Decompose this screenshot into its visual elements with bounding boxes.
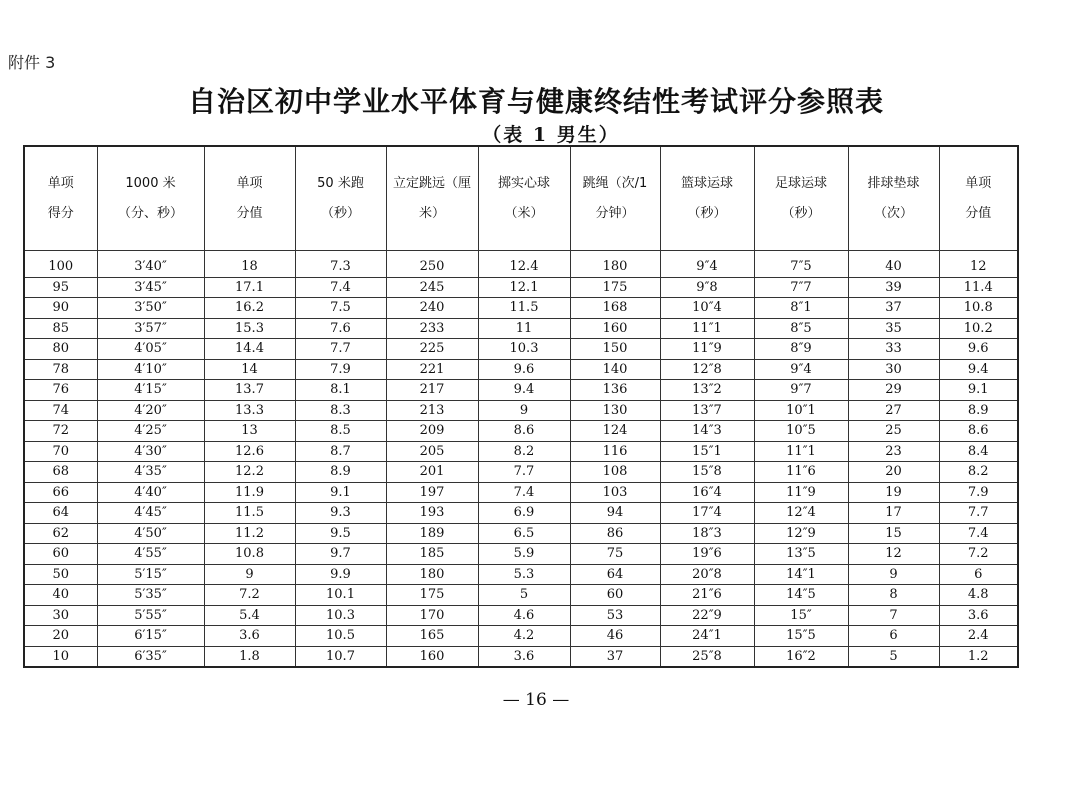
table-cell: 180 bbox=[386, 564, 478, 585]
table-cell: 4′30″ bbox=[97, 441, 204, 462]
table-cell: 5.3 bbox=[478, 564, 570, 585]
table-cell: 11.2 bbox=[204, 523, 295, 544]
table-cell: 90 bbox=[24, 298, 97, 319]
table-cell: 13 bbox=[204, 421, 295, 442]
table-cell: 7.7 bbox=[295, 339, 386, 360]
table-row bbox=[24, 441, 1018, 462]
table-cell: 9.4 bbox=[478, 380, 570, 401]
table-row bbox=[24, 339, 1018, 360]
table-cell: 11″1 bbox=[754, 441, 848, 462]
table-cell: 124 bbox=[570, 421, 660, 442]
table-cell: 8.5 bbox=[295, 421, 386, 442]
table-row bbox=[24, 482, 1018, 503]
header-line: 单项 bbox=[47, 175, 74, 191]
table-cell: 22″9 bbox=[660, 605, 754, 626]
table-row bbox=[24, 359, 1018, 380]
table-cell: 168 bbox=[570, 298, 660, 319]
table-cell: 10.8 bbox=[939, 298, 1018, 319]
table-cell: 9″7 bbox=[754, 380, 848, 401]
table-cell: 23 bbox=[848, 441, 939, 462]
table-cell: 15″ bbox=[754, 605, 848, 626]
document-title: 自治区初中学业水平体育与健康终结性考试评分参照表 bbox=[187, 85, 884, 118]
table-cell: 12 bbox=[939, 251, 1018, 278]
table-cell: 20 bbox=[24, 626, 97, 647]
table-row bbox=[24, 298, 1018, 319]
table-cell: 25 bbox=[848, 421, 939, 442]
run-1000m-header bbox=[97, 146, 204, 251]
table-cell: 4′50″ bbox=[97, 523, 204, 544]
table-cell: 27 bbox=[848, 400, 939, 421]
table-cell: 5 bbox=[848, 646, 939, 667]
table-cell: 25″8 bbox=[660, 646, 754, 667]
table-cell: 10″4 bbox=[660, 298, 754, 319]
table-row bbox=[24, 462, 1018, 483]
table-cell: 3′40″ bbox=[97, 251, 204, 278]
table-cell: 62 bbox=[24, 523, 97, 544]
table-cell: 20 bbox=[848, 462, 939, 483]
table-cell: 6 bbox=[939, 564, 1018, 585]
header-line: 分值 bbox=[236, 205, 263, 221]
table-cell: 10″1 bbox=[754, 400, 848, 421]
table-cell: 11″9 bbox=[660, 339, 754, 360]
table-cell: 7.5 bbox=[295, 298, 386, 319]
table-cell: 7.4 bbox=[939, 523, 1018, 544]
header-line: 足球运球 bbox=[774, 175, 827, 191]
attachment-label: 附件 3 bbox=[8, 53, 56, 72]
table-cell: 201 bbox=[386, 462, 478, 483]
table-cell: 221 bbox=[386, 359, 478, 380]
table-cell: 8″5 bbox=[754, 318, 848, 339]
table-cell: 11 bbox=[478, 318, 570, 339]
table-cell: 14.4 bbox=[204, 339, 295, 360]
header-line: 掷实心球 bbox=[497, 175, 550, 191]
table-cell: 8.2 bbox=[939, 462, 1018, 483]
score-reference-table bbox=[23, 145, 1019, 668]
table-cell: 7.4 bbox=[295, 277, 386, 298]
table-cell: 75 bbox=[570, 544, 660, 565]
table-cell: 10.7 bbox=[295, 646, 386, 667]
table-body bbox=[24, 251, 1018, 668]
table-cell: 8.6 bbox=[478, 421, 570, 442]
table-cell: 4.8 bbox=[939, 585, 1018, 606]
table-cell: 17″4 bbox=[660, 503, 754, 524]
table-cell: 6 bbox=[848, 626, 939, 647]
table-cell: 6.9 bbox=[478, 503, 570, 524]
table-row bbox=[24, 544, 1018, 565]
table-cell: 136 bbox=[570, 380, 660, 401]
table-cell: 9.7 bbox=[295, 544, 386, 565]
table-cell: 8.9 bbox=[939, 400, 1018, 421]
table-cell: 193 bbox=[386, 503, 478, 524]
table-cell: 197 bbox=[386, 482, 478, 503]
table-cell: 37 bbox=[848, 298, 939, 319]
table-cell: 16″4 bbox=[660, 482, 754, 503]
table-cell: 13″2 bbox=[660, 380, 754, 401]
table-cell: 78 bbox=[24, 359, 97, 380]
table-cell: 11″1 bbox=[660, 318, 754, 339]
table-cell: 3′50″ bbox=[97, 298, 204, 319]
table-cell: 35 bbox=[848, 318, 939, 339]
table-cell: 16″2 bbox=[754, 646, 848, 667]
table-cell: 86 bbox=[570, 523, 660, 544]
table-cell: 8″9 bbox=[754, 339, 848, 360]
table-cell: 10.2 bbox=[939, 318, 1018, 339]
table-cell: 12.2 bbox=[204, 462, 295, 483]
table-cell: 8 bbox=[848, 585, 939, 606]
table-row bbox=[24, 503, 1018, 524]
table-cell: 7.7 bbox=[939, 503, 1018, 524]
volleyball-bump-header bbox=[848, 146, 939, 251]
table-cell: 3′45″ bbox=[97, 277, 204, 298]
table-cell: 13.3 bbox=[204, 400, 295, 421]
table-cell: 5′15″ bbox=[97, 564, 204, 585]
table-cell: 175 bbox=[386, 585, 478, 606]
table-cell: 60 bbox=[24, 544, 97, 565]
table-row bbox=[24, 277, 1018, 298]
table-cell: 4.6 bbox=[478, 605, 570, 626]
table-cell: 4′35″ bbox=[97, 462, 204, 483]
table-cell: 40 bbox=[24, 585, 97, 606]
table-cell: 94 bbox=[570, 503, 660, 524]
table-cell: 150 bbox=[570, 339, 660, 360]
table-cell: 12 bbox=[848, 544, 939, 565]
table-cell: 53 bbox=[570, 605, 660, 626]
table-cell: 8″1 bbox=[754, 298, 848, 319]
table-row bbox=[24, 523, 1018, 544]
table-row bbox=[24, 626, 1018, 647]
header-line: 1000 米 bbox=[125, 175, 176, 191]
table-cell: 5′55″ bbox=[97, 605, 204, 626]
table-cell: 33 bbox=[848, 339, 939, 360]
header-line: 50 米跑 bbox=[317, 175, 364, 191]
table-cell: 74 bbox=[24, 400, 97, 421]
table-cell: 217 bbox=[386, 380, 478, 401]
table-cell: 9″4 bbox=[754, 359, 848, 380]
long-jump-header bbox=[386, 146, 478, 251]
table-cell: 4′15″ bbox=[97, 380, 204, 401]
table-cell: 213 bbox=[386, 400, 478, 421]
table-cell: 12.1 bbox=[478, 277, 570, 298]
table-cell: 5.4 bbox=[204, 605, 295, 626]
table-cell: 16.2 bbox=[204, 298, 295, 319]
table-row bbox=[24, 318, 1018, 339]
table-cell: 7.9 bbox=[295, 359, 386, 380]
table-cell: 4′45″ bbox=[97, 503, 204, 524]
table-cell: 12″4 bbox=[754, 503, 848, 524]
table-cell: 8.6 bbox=[939, 421, 1018, 442]
table-cell: 8.9 bbox=[295, 462, 386, 483]
table-cell: 7.7 bbox=[478, 462, 570, 483]
table-cell: 11″6 bbox=[754, 462, 848, 483]
table-cell: 250 bbox=[386, 251, 478, 278]
table-cell: 9.5 bbox=[295, 523, 386, 544]
table-row bbox=[24, 251, 1018, 278]
table-cell: 7″7 bbox=[754, 277, 848, 298]
table-cell: 11″9 bbox=[754, 482, 848, 503]
table-cell: 80 bbox=[24, 339, 97, 360]
table-cell: 9″8 bbox=[660, 277, 754, 298]
table-cell: 8.7 bbox=[295, 441, 386, 462]
table-cell: 12.4 bbox=[478, 251, 570, 278]
header-line: （米） bbox=[504, 205, 544, 221]
header-line: （秒） bbox=[320, 205, 360, 221]
table-cell: 18 bbox=[204, 251, 295, 278]
table-cell: 9.1 bbox=[295, 482, 386, 503]
table-cell: 10.3 bbox=[295, 605, 386, 626]
table-cell: 8.1 bbox=[295, 380, 386, 401]
table-row bbox=[24, 646, 1018, 667]
table-cell: 15″1 bbox=[660, 441, 754, 462]
table-cell: 14″1 bbox=[754, 564, 848, 585]
header-line: （分、秒） bbox=[117, 205, 183, 221]
table-cell: 20″8 bbox=[660, 564, 754, 585]
table-row bbox=[24, 605, 1018, 626]
table-cell: 15.3 bbox=[204, 318, 295, 339]
table-cell: 19 bbox=[848, 482, 939, 503]
table-cell: 15 bbox=[848, 523, 939, 544]
table-cell: 13″5 bbox=[754, 544, 848, 565]
table-cell: 39 bbox=[848, 277, 939, 298]
table-cell: 14″3 bbox=[660, 421, 754, 442]
table-cell: 100 bbox=[24, 251, 97, 278]
table-cell: 9.1 bbox=[939, 380, 1018, 401]
table-cell: 10.5 bbox=[295, 626, 386, 647]
table-cell: 70 bbox=[24, 441, 97, 462]
table-cell: 9.6 bbox=[478, 359, 570, 380]
table-cell: 4′25″ bbox=[97, 421, 204, 442]
table-cell: 140 bbox=[570, 359, 660, 380]
sprint-50m-header bbox=[295, 146, 386, 251]
table-cell: 180 bbox=[570, 251, 660, 278]
table-cell: 175 bbox=[570, 277, 660, 298]
table-cell: 37 bbox=[570, 646, 660, 667]
header-line: （秒） bbox=[687, 205, 727, 221]
table-cell: 21″6 bbox=[660, 585, 754, 606]
table-row bbox=[24, 585, 1018, 606]
jump-rope-header bbox=[570, 146, 660, 251]
table-cell: 13.7 bbox=[204, 380, 295, 401]
table-cell: 185 bbox=[386, 544, 478, 565]
table-cell: 66 bbox=[24, 482, 97, 503]
page-number: — 16 — bbox=[502, 690, 570, 710]
table-cell: 10.8 bbox=[204, 544, 295, 565]
table-cell: 225 bbox=[386, 339, 478, 360]
table-cell: 68 bbox=[24, 462, 97, 483]
table-cell: 10.1 bbox=[295, 585, 386, 606]
table-cell: 9.3 bbox=[295, 503, 386, 524]
table-cell: 160 bbox=[570, 318, 660, 339]
table-cell: 7.9 bbox=[939, 482, 1018, 503]
table-cell: 205 bbox=[386, 441, 478, 462]
header-line: 篮球运球 bbox=[680, 175, 733, 191]
football-dribble-header bbox=[754, 146, 848, 251]
table-cell: 10 bbox=[24, 646, 97, 667]
table-cell: 64 bbox=[570, 564, 660, 585]
header-line: 分值 bbox=[965, 205, 992, 221]
table-cell: 8.3 bbox=[295, 400, 386, 421]
table-cell: 10.3 bbox=[478, 339, 570, 360]
table-row bbox=[24, 421, 1018, 442]
table-cell: 108 bbox=[570, 462, 660, 483]
table-cell: 9 bbox=[848, 564, 939, 585]
header-line: 单项 bbox=[236, 175, 263, 191]
table-cell: 7.4 bbox=[478, 482, 570, 503]
table-cell: 116 bbox=[570, 441, 660, 462]
table-cell: 12″8 bbox=[660, 359, 754, 380]
header-line: 立定跳远（厘 bbox=[392, 175, 471, 191]
table-cell: 11.9 bbox=[204, 482, 295, 503]
table-cell: 245 bbox=[386, 277, 478, 298]
table-cell: 189 bbox=[386, 523, 478, 544]
table-cell: 6′15″ bbox=[97, 626, 204, 647]
table-cell: 9.9 bbox=[295, 564, 386, 585]
header-line: 得分 bbox=[47, 205, 74, 221]
table-cell: 24″1 bbox=[660, 626, 754, 647]
table-cell: 4′20″ bbox=[97, 400, 204, 421]
table-cell: 30 bbox=[24, 605, 97, 626]
header-line: 米） bbox=[418, 205, 445, 221]
table-cell: 15″8 bbox=[660, 462, 754, 483]
table-cell: 4.2 bbox=[478, 626, 570, 647]
table-cell: 9 bbox=[478, 400, 570, 421]
shot-put-header bbox=[478, 146, 570, 251]
table-cell: 11.5 bbox=[204, 503, 295, 524]
table-cell: 40 bbox=[848, 251, 939, 278]
table-cell: 3.6 bbox=[478, 646, 570, 667]
table-cell: 18″3 bbox=[660, 523, 754, 544]
table-cell: 7.2 bbox=[939, 544, 1018, 565]
header-line: 分钟） bbox=[595, 205, 635, 221]
table-cell: 5.9 bbox=[478, 544, 570, 565]
table-cell: 7.6 bbox=[295, 318, 386, 339]
table-cell: 6′35″ bbox=[97, 646, 204, 667]
header-line: 单项 bbox=[965, 175, 992, 191]
table-cell: 6.5 bbox=[478, 523, 570, 544]
table-cell: 5 bbox=[478, 585, 570, 606]
table-cell: 4′55″ bbox=[97, 544, 204, 565]
table-cell: 7.3 bbox=[295, 251, 386, 278]
table-cell: 3′57″ bbox=[97, 318, 204, 339]
table-cell: 1.8 bbox=[204, 646, 295, 667]
table-cell: 7″5 bbox=[754, 251, 848, 278]
table-cell: 13″7 bbox=[660, 400, 754, 421]
table-subtitle: （表 1 男生） bbox=[482, 124, 620, 146]
table-cell: 17.1 bbox=[204, 277, 295, 298]
table-cell: 10″5 bbox=[754, 421, 848, 442]
points-header bbox=[204, 146, 295, 251]
table-cell: 85 bbox=[24, 318, 97, 339]
table-cell: 130 bbox=[570, 400, 660, 421]
header-row bbox=[24, 146, 1018, 251]
table-cell: 30 bbox=[848, 359, 939, 380]
table-cell: 14 bbox=[204, 359, 295, 380]
table-cell: 8.4 bbox=[939, 441, 1018, 462]
table-cell: 17 bbox=[848, 503, 939, 524]
table-cell: 9″4 bbox=[660, 251, 754, 278]
table-cell: 7 bbox=[848, 605, 939, 626]
table-cell: 3.6 bbox=[204, 626, 295, 647]
table-cell: 5′35″ bbox=[97, 585, 204, 606]
table-cell: 46 bbox=[570, 626, 660, 647]
table-cell: 7.2 bbox=[204, 585, 295, 606]
points-header-2 bbox=[939, 146, 1018, 251]
table-cell: 160 bbox=[386, 646, 478, 667]
table-cell: 29 bbox=[848, 380, 939, 401]
table-cell: 64 bbox=[24, 503, 97, 524]
table-cell: 4′40″ bbox=[97, 482, 204, 503]
table-cell: 60 bbox=[570, 585, 660, 606]
table-cell: 72 bbox=[24, 421, 97, 442]
table-cell: 1.2 bbox=[939, 646, 1018, 667]
table-cell: 103 bbox=[570, 482, 660, 503]
table-cell: 233 bbox=[386, 318, 478, 339]
table-cell: 4′10″ bbox=[97, 359, 204, 380]
table-cell: 11.4 bbox=[939, 277, 1018, 298]
table-cell: 9.6 bbox=[939, 339, 1018, 360]
table-cell: 9 bbox=[204, 564, 295, 585]
table-row bbox=[24, 400, 1018, 421]
table-cell: 12″9 bbox=[754, 523, 848, 544]
table-cell: 9.4 bbox=[939, 359, 1018, 380]
table-cell: 14″5 bbox=[754, 585, 848, 606]
header-line: （秒） bbox=[781, 205, 821, 221]
table-cell: 3.6 bbox=[939, 605, 1018, 626]
table-cell: 4′05″ bbox=[97, 339, 204, 360]
table-cell: 15″5 bbox=[754, 626, 848, 647]
table-cell: 8.2 bbox=[478, 441, 570, 462]
table-cell: 19″6 bbox=[660, 544, 754, 565]
table-cell: 240 bbox=[386, 298, 478, 319]
table-cell: 165 bbox=[386, 626, 478, 647]
table-cell: 76 bbox=[24, 380, 97, 401]
basketball-dribble-header bbox=[660, 146, 754, 251]
table-row bbox=[24, 380, 1018, 401]
table-cell: 50 bbox=[24, 564, 97, 585]
score-header bbox=[24, 146, 97, 251]
table-cell: 12.6 bbox=[204, 441, 295, 462]
header-line: （次） bbox=[873, 205, 913, 221]
table-cell: 11.5 bbox=[478, 298, 570, 319]
header-line: 排球垫球 bbox=[867, 175, 920, 191]
table-cell: 209 bbox=[386, 421, 478, 442]
table-row bbox=[24, 564, 1018, 585]
table-cell: 170 bbox=[386, 605, 478, 626]
table-cell: 95 bbox=[24, 277, 97, 298]
header-line: 跳绳（次/1 bbox=[582, 175, 648, 191]
table-cell: 2.4 bbox=[939, 626, 1018, 647]
